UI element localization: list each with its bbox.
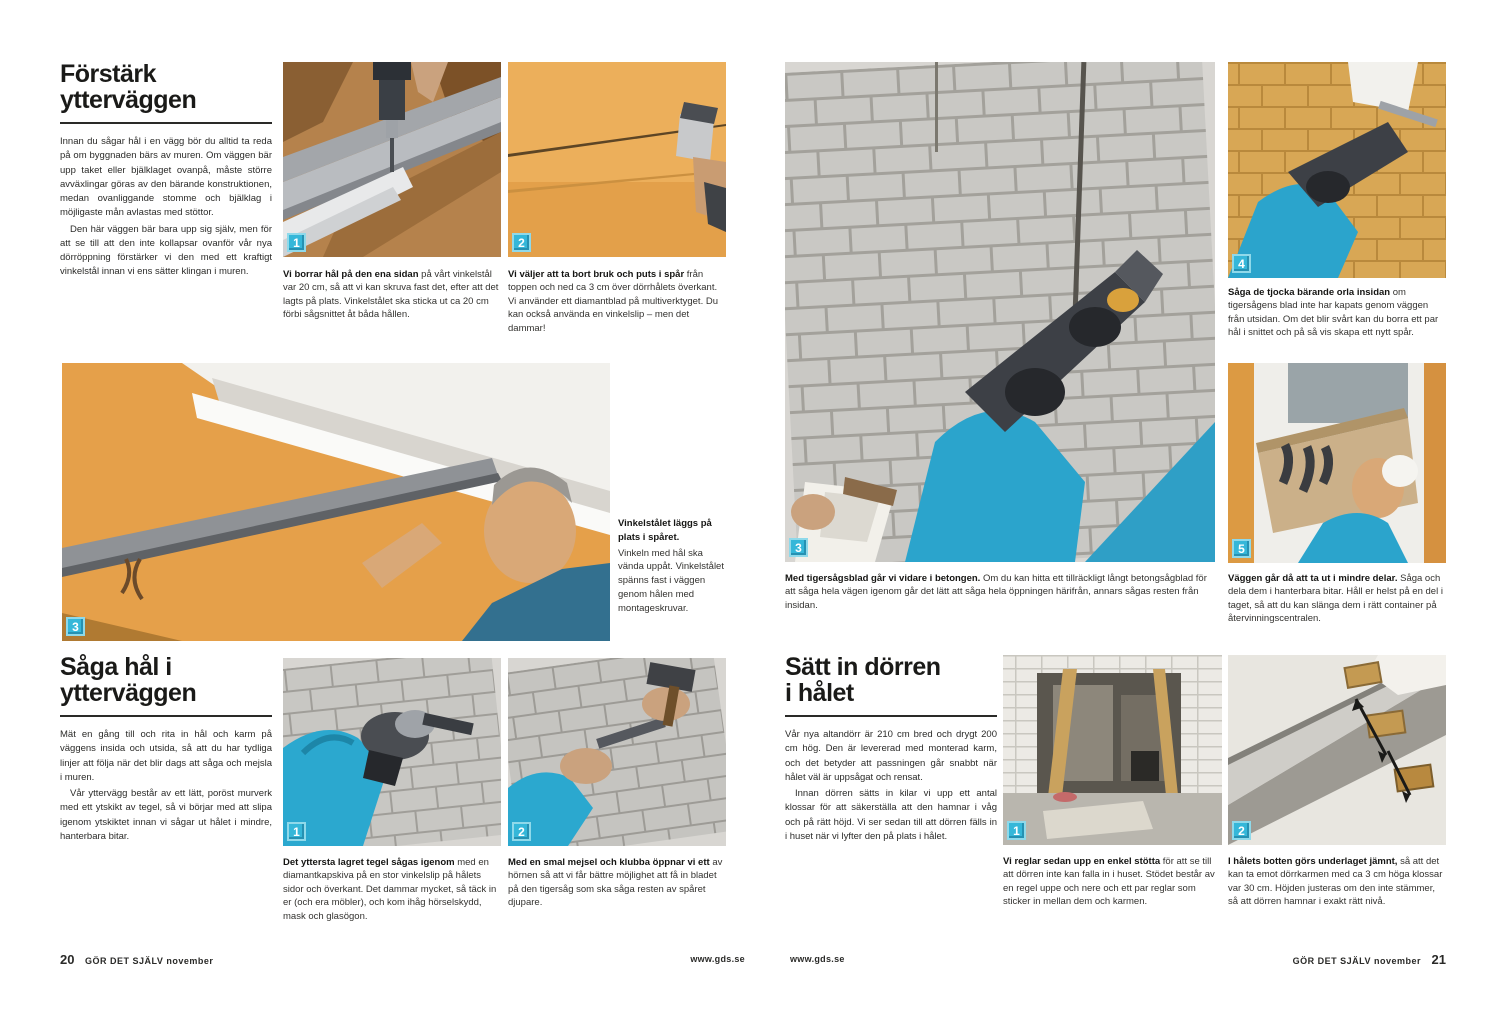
caption-step-r2: Vi väljer att ta bort bruk och puts i spår från toppen och ned ca 3 cm över dörrhålets överkant. Vi använder ett diamantblad på multiverktyget. Du kan också använda en vinkelslip – men det dammar! bbox=[508, 269, 718, 334]
magazine-name-right: GÖR DET SJÄLV november bbox=[1292, 956, 1422, 966]
photo-illustration bbox=[283, 62, 501, 257]
step-badge: 1 bbox=[287, 233, 306, 252]
photo-illustration bbox=[785, 62, 1215, 562]
section-reinforce-body bbox=[60, 135, 272, 280]
caption-step-s1: Det yttersta lagret tegel sågas igenom med en diamantkapskiva på en stor vinkelslip på hålets sidor och överkant. Det dammar mycket, så täck in er (och era möbler), och kom ihåg hörselskydd, mask och glasögon. bbox=[283, 857, 497, 922]
page-number-left: 20 bbox=[60, 952, 75, 967]
step-badge: 2 bbox=[1232, 821, 1251, 840]
footer-right-site: www.gds.se bbox=[790, 954, 845, 964]
paragraph: Mät en gång till och rita in hål och karm på väggens insida och utsida, så att du har tydliga linjer att följa när det blir dags att såga och mejsla i muren. bbox=[60, 729, 272, 783]
paragraph: Innan du sågar hål i en vägg bör du alltid ta reda på om byggnaden bärs av muren. Om väggen bär upp taket eller bjälklaget ovanpå, måste större avväxlingar göras av den bärande konstruktionen, medan ovanliggande stomme och bjälklag i möjligaste mån avlastas med stöttor. bbox=[60, 136, 272, 219]
section-door-body bbox=[785, 728, 997, 844]
paragraph: Innan dörren sätts in kilar vi upp ett antal klossar för att säkerställa att den hamnar i våg och på rätt höjd. Vi ser sedan till att dörren fälls in i huset när vi lyfter den på plats i hålet. bbox=[785, 788, 997, 842]
paragraph: Vår nya altandörr är 210 cm bred och drygt 200 cm hög. Den är levererad med monterad karm, och det betyder att passningen går snabbt när hålet väl är uppsågat och rensat. bbox=[785, 729, 997, 783]
photo-illustration bbox=[1003, 655, 1222, 845]
photo-groove-orange-wall bbox=[508, 62, 726, 257]
section-reinforce-header bbox=[60, 62, 272, 124]
photo-illustration bbox=[1228, 655, 1446, 845]
caption-step-s5: Väggen går då att ta ut i mindre delar. Såga och dela dem i hanterbara bitar. Håll er helst på en del i taget, så att du kan slänga dem i rätt container på återvinningscentralen. bbox=[1228, 573, 1443, 625]
photo-tiger-saw-wall bbox=[785, 62, 1215, 562]
photo-illustration bbox=[1228, 363, 1446, 563]
photo-saw-inside bbox=[1228, 62, 1446, 278]
footer-right bbox=[1190, 952, 1446, 967]
photo-illustration bbox=[62, 363, 610, 641]
paragraph: Den här väggen bär bara upp sig själv, men för att se till att den inte kollapsar ovanför vår nya dörröppning förstärker vi den med ett kraftigt vinkelstål innan vi ens sätter klingan i muren. bbox=[60, 223, 272, 278]
paragraph: Vår yttervägg består av ett lätt, poröst murverk med ett ytskikt av tegel, så vi börjar med att slipa igenom ytskiktet innan vi sågar ut hålet i mindre, hanterbara bitar. bbox=[60, 788, 272, 842]
photo-door-opening-props bbox=[1003, 655, 1222, 845]
photo-angle-grinder-brick bbox=[283, 658, 501, 846]
section-saw-header bbox=[60, 655, 272, 717]
photo-illustration bbox=[1228, 62, 1446, 278]
section-title-reinforce: Förstärk ytterväggen bbox=[60, 60, 197, 114]
photo-illustration bbox=[283, 658, 501, 846]
photo-hammer-chisel-brick bbox=[508, 658, 726, 846]
section-title-door: Sätt in dörren i hålet bbox=[785, 653, 941, 707]
photo-remove-wall-piece bbox=[1228, 363, 1446, 563]
step-badge: 3 bbox=[66, 617, 85, 636]
caption-step-s3: Med tigersågsblad går vi vidare i betongen. Om du kan hitta ett tillräckligt långt betongsågblad för att såga hela vägen igenom går det lätt att såga hela öppningen härifrån, annars sågas resten från insidan. bbox=[785, 573, 1207, 611]
section-title-saw: Såga hål i ytterväggen bbox=[60, 653, 197, 707]
footer-left bbox=[60, 952, 213, 967]
section-saw-body bbox=[60, 728, 272, 844]
step-badge: 3 bbox=[789, 538, 808, 557]
step-badge: 4 bbox=[1232, 254, 1251, 273]
step-badge: 1 bbox=[1007, 821, 1026, 840]
title-rule bbox=[60, 715, 272, 717]
footer-left-site: www.gds.se bbox=[690, 954, 745, 964]
caption-step-d1: Vi reglar sedan upp en enkel stötta för att se till att dörren inte kan falla in i huset. Stödet består av en regel uppe och nere och ett par reglar som sticker in mellan dem och karmen. bbox=[1003, 856, 1215, 908]
section-door-header bbox=[785, 655, 997, 717]
photo-drill-angle-iron bbox=[283, 62, 501, 257]
caption-step-d2: I hålets botten görs underlaget jämnt, så att det kan ta emot dörrkarmen med ca 3 cm höga klossar var 30 cm. Höjden justeras om den inte stämmer, så att dörren hamnar i exakt rätt nivå. bbox=[1228, 856, 1443, 908]
photo-illustration bbox=[508, 62, 726, 257]
caption-step-r1: Vi borrar hål på den ena sidan på vårt vinkelstål var 20 cm, så att vi kan skruva fast det, efter att det lagts på plats. Vinkelstålet ska sticka ut ca 20 cm förbi sågsnittet åt båda hållen. bbox=[283, 269, 499, 321]
caption-step-s2: Med en smal mejsel och klubba öppnar vi ett av hörnen så att vi får bättre möjlighet att få in bladet på den tigersåg som ska såga resten av spåret djupare. bbox=[508, 857, 723, 909]
step-badge: 2 bbox=[512, 233, 531, 252]
magazine-name-left: GÖR DET SJÄLV november bbox=[84, 956, 214, 966]
step-badge: 1 bbox=[287, 822, 306, 841]
photo-place-angle-iron bbox=[62, 363, 610, 641]
photo-illustration bbox=[508, 658, 726, 846]
step-badge: 5 bbox=[1232, 539, 1251, 558]
page-number-right: 21 bbox=[1431, 952, 1446, 967]
title-rule bbox=[785, 715, 997, 717]
step-badge: 2 bbox=[512, 822, 531, 841]
caption-step-s4: Såga de tjocka bärande orla insidan om tigersågens blad inte har kapats genom väggen från utsidan. Om det blir svårt kan du borra ett par hål i snittet och på så vis skapa ett nytt spår. bbox=[1228, 287, 1439, 339]
photo-sill-shim-blocks bbox=[1228, 655, 1446, 845]
caption-step-r3: Vinkelstålet läggs på plats i spåret. Vinkeln med hål ska vända uppåt. Vinkelstålet spänns fast i väggen genom hålen med montageskruvar. bbox=[618, 518, 724, 614]
title-rule bbox=[60, 122, 272, 124]
